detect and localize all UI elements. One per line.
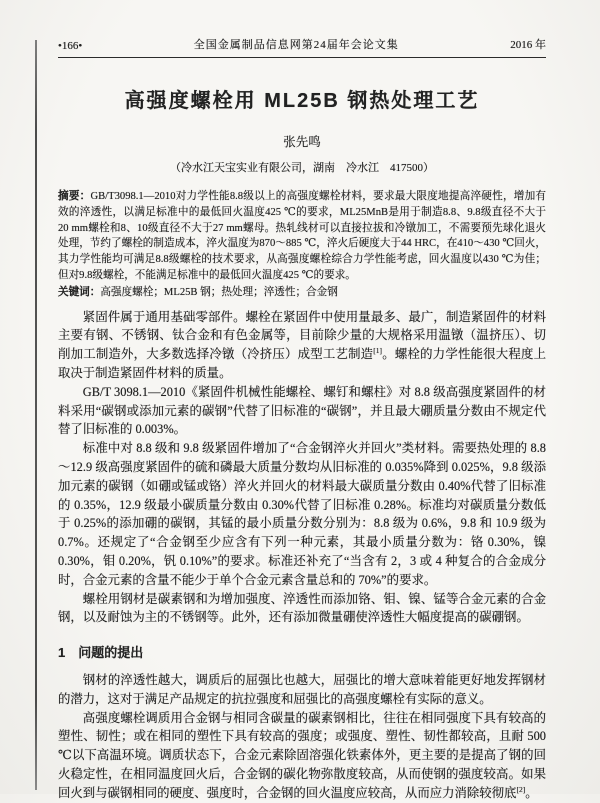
author-name: 张先鸣 [283,135,321,149]
body-content [58,308,546,803]
abstract-block [58,189,546,284]
paper-title: 高强度螺栓用 ML25B 钢热处理工艺 [124,90,480,112]
citation-superscript: [2] [516,784,526,794]
author-affiliation: （冷水江天宝实业有限公司，湖南 冷水江 417500） [170,162,434,174]
paragraph [58,439,546,589]
paragraph-text: 1 问题的提出 [58,645,144,661]
abstract-text: GB/T3098.1—2010对力学性能8.8级以上的高强度螺栓材料，要求最大限度地提高淬硬性，增加有效的淬透性，以满足标准中的最低回火温度425 ℃的要求，ML25MnB是用于制造8.8、9.8级直径不大于 20 mm螺栓和8、10级直径不大于27 mm螺母。热轧线材可以直接拉拔和冷镦加工，不需要预先球化退火处理，节约了螺栓的制造成本，淬火温度为870～885 ℃，淬火后硬度大于44 HRC，在410～430 ℃回火，其力学性能均可满足8.8级螺栓的技术要求，从高强度螺栓综合力学性能考虑，回火温度以430 ℃为佳；但对9.8级螺栓，不能满足标准中的最低回火温度425 ℃的要求。 [58,191,546,281]
paragraph-text: 。螺栓的力学性能很大程度上取决于制造紧固件材料的质量。 [58,347,547,380]
citation-superscript: [1] [373,346,383,356]
running-header [58,36,546,58]
section-heading [58,644,546,663]
paragraph [58,709,546,803]
paragraph [58,590,546,628]
keywords-text: 高强度螺栓；ML25B 钢；热处理；淬透性；合金钢 [100,286,338,298]
paragraph [58,671,546,709]
paragraph-text: 紧固件属于通用基础零部件。螺栓在紧固件中使用量最多、最广，制造紧固件的材料主要有钢、不锈钢、钛合金和有色金属等，目前除少量的大规格采用温镦（温挤压）、切削加工制造外，大多数选择冷镦（冷挤压）成型工艺制造 [58,309,546,362]
paragraph-text: 螺栓用钢材是碳素钢和为增加强度、淬透性而添加铬、钼、镍、锰等合金元素的合金钢，以及耐蚀为主的不锈钢等。此外，还有添加微量硼使淬透性大幅度提高的碳硼钢。 [58,591,546,625]
paragraph [58,383,546,439]
header-year: 2016 年 [510,39,546,51]
paragraph-text: 。 [525,785,538,800]
paragraph-text: GB/T 3098.1—2010《紧固件机械性能螺栓、螺钉和螺柱》对 8.8 级高强度紧固件的材料采用“碳钢或添加元素的碳钢”代替了旧标准的“碳钢”，并且最大硼质量分数由不规定代替了旧标准的 0.003%。 [58,384,546,437]
paragraph-text: 高强度螺栓调质用合金钢与相同含碳量的碳素钢相比，往往在相同强度下具有较高的塑性、韧性；或在相同的塑性下具有较高的强度；或强度、塑性、韧性都较高，且耐 500 ℃以下高温环境。调质状态下，合金元素除固溶强化铁素体外，更主要的是提高了钢的回火稳定性，在相同温度回火后，合金钢的碳化物弥散度较高，从而使钢的强度较高。如果回火到与碳钢相同的硬度、强度时，合金钢的回火温度应较高，从而应力消除较彻底 [58,710,546,800]
page-number: •166• [58,40,83,52]
paragraph-text: 标准中对 8.8 级和 9.8 级紧固件增加了“合金钢淬火并回火”类材料。需要热处理的 8.8～12.9 级高强度紧固件的硫和磷最大质量分数均从旧标准的 0.035%降到 0.025%，9.8 级添加元素的碳钢（如硼或锰或铬）淬火并回火的材料最大碳质量分数由 0.40%代替了旧标准的 0.35%，12.9 级最小碳质量分数由 0.30%代替了旧标准 0.28%。标准均对碳质量分数低于 0.25%的添加硼的碳钢，其锰的最小质量分数分别为：8.8 级为 0.6%，9.8 和 10.9 级为 0.7%。还规定了“合金钢至少应含有下列一种元素，其最小质量分数为：铬 0.30%，镍 0.30%，钼 0.20%，钒 0.10%”的要求。标准还补充了“当含有 2，3 或 4 种复合的合金成分时，合金元素的含量不能少于单个合金元素含量总和的 70%”的要求。 [58,441,546,587]
paragraph-text: 钢材的淬透性越大，调质后的屈强比也越大，屈强比的增大意味着能更好地发挥钢材的潜力，这对于满足产品规定的抗拉强度和屈强比的高强度螺栓有实际的意义。 [58,672,546,706]
abstract-label: 摘要： [58,191,91,202]
paragraph [58,308,546,383]
keywords-block [58,285,546,301]
proceedings-title: 全国金属制品信息网第24届年会论文集 [193,39,399,51]
keywords-label: 关键词： [58,286,101,298]
